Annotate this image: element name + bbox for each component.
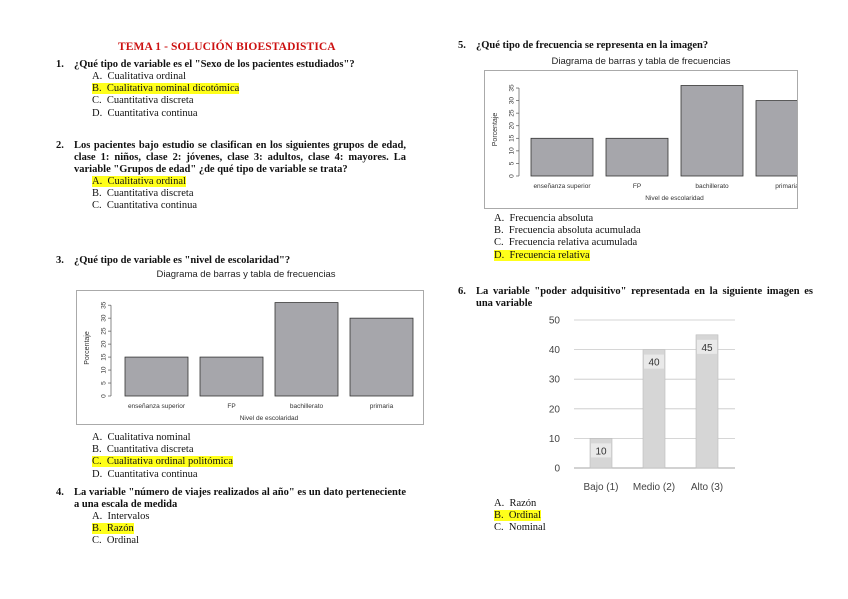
options-list xyxy=(494,498,658,535)
option-correct xyxy=(494,510,658,522)
option-letter: A. xyxy=(494,498,505,509)
option xyxy=(92,200,406,212)
question-4 xyxy=(56,487,406,548)
option-correct xyxy=(92,83,401,95)
question-6-options xyxy=(458,498,658,535)
option-letter: C. xyxy=(92,95,102,107)
option-letter: C. xyxy=(494,522,504,534)
option-text: Cuantitativa discreta xyxy=(106,444,194,456)
option-highlight xyxy=(92,535,139,546)
option-text: Nominal xyxy=(508,522,546,534)
option-letter: D. xyxy=(494,249,505,261)
option xyxy=(92,95,401,107)
option-highlight xyxy=(92,469,198,480)
option-highlight xyxy=(92,432,191,443)
chart-2 xyxy=(485,71,797,208)
question-1 xyxy=(56,59,401,120)
option-letter: B. xyxy=(92,523,102,535)
question-3 xyxy=(56,255,406,267)
option-text: Ordinal xyxy=(106,535,139,547)
question-number: 5. xyxy=(458,40,466,51)
x-tick-label: enseñanza superior xyxy=(127,403,186,410)
question-stem xyxy=(458,40,803,52)
option-highlight xyxy=(92,176,186,187)
x-tick-label: primaria xyxy=(369,403,394,410)
option-letter: C. xyxy=(494,237,504,249)
y-tick-label: 10 xyxy=(100,366,108,374)
options-list xyxy=(92,176,406,213)
chart-2-frame xyxy=(484,70,798,209)
option-letter: A. xyxy=(92,71,103,82)
option-highlight xyxy=(92,444,194,455)
bar xyxy=(200,357,263,396)
option-letter: A. xyxy=(494,213,505,224)
page-title: TEMA 1 - SOLUCIÓN BIOESTADISTICA xyxy=(118,41,336,53)
option-letter: A. xyxy=(92,511,103,522)
option-text: Cuantitativa continua xyxy=(107,468,198,480)
option-highlight xyxy=(494,510,541,521)
question-6 xyxy=(458,286,813,310)
option-correct xyxy=(92,176,406,188)
y-axis-label: Porcentaje xyxy=(492,112,499,147)
option-highlight xyxy=(92,456,233,467)
option-highlight xyxy=(92,200,197,211)
question-stem xyxy=(56,487,406,511)
option-letter: B. xyxy=(92,83,102,95)
y-tick-label: 35 xyxy=(508,84,516,92)
x-tick-label: bachillerato xyxy=(695,183,729,190)
option-highlight xyxy=(92,511,149,522)
option-text: Cuantitativa continua xyxy=(106,200,197,212)
x-tick-label: Medio (2) xyxy=(632,482,676,493)
option-highlight xyxy=(494,237,637,248)
question-5 xyxy=(458,40,803,52)
y-tick-label: 15 xyxy=(100,353,108,361)
option-letter: B. xyxy=(494,225,504,237)
option xyxy=(92,535,406,547)
question-text: ¿Qué tipo de variable es "nivel de escolaridad"? xyxy=(74,255,291,266)
x-tick-label: Bajo (1) xyxy=(583,482,619,493)
y-tick-label: 5 xyxy=(508,161,516,166)
bar xyxy=(681,86,743,176)
y-tick-label: 30 xyxy=(100,314,108,322)
option-letter: A. xyxy=(92,176,103,187)
question-text: ¿Qué tipo de frecuencia se representa en la imagen? xyxy=(476,40,709,51)
chart-2-title: Diagrama de barras y tabla de frecuencias xyxy=(551,56,731,67)
question-number: 6. xyxy=(458,286,466,297)
chart-3 xyxy=(530,310,750,495)
option-text: Razón xyxy=(106,523,134,535)
bar xyxy=(696,335,718,468)
y-axis-label: Porcentaje xyxy=(84,331,91,365)
x-tick-label: FP xyxy=(227,403,236,410)
options-list xyxy=(92,71,401,120)
y-tick-label: 40 xyxy=(548,345,560,357)
option xyxy=(92,188,406,200)
question-text: La variable "número de viajes realizados al año" es un dato perteneciente a una escala de medida xyxy=(74,487,406,510)
y-tick-label: 10 xyxy=(508,147,516,155)
y-tick-label: 30 xyxy=(508,96,516,105)
y-tick-label: 20 xyxy=(100,340,108,348)
y-tick-label: 25 xyxy=(100,327,108,335)
question-text: Los pacientes bajo estudio se clasifican en los siguientes grupos de edad, clase 1: niños, clase 2: jóvenes, clase 3: adultos, clase 4: mayores. La variable "Grupos de edad" ¿de qué tipo de variable se trata? xyxy=(74,140,406,175)
option-text: Ordinal xyxy=(508,510,541,522)
data-label: 10 xyxy=(595,446,607,458)
option-letter: B. xyxy=(92,188,102,200)
bar xyxy=(350,318,413,396)
option-correct xyxy=(92,456,406,468)
bar xyxy=(125,357,188,396)
question-3-options xyxy=(56,432,406,481)
option-text: Frecuencia absoluta acumulada xyxy=(508,225,641,237)
y-tick-label: 20 xyxy=(548,404,560,416)
option-text: Cuantitativa discreta xyxy=(106,188,194,200)
option-highlight xyxy=(92,523,134,534)
y-tick-label: 0 xyxy=(554,463,560,475)
y-tick-label: 50 xyxy=(548,315,560,327)
option xyxy=(92,71,401,83)
bar xyxy=(275,303,338,396)
question-text: ¿Qué tipo de variable es el "Sexo de los pacientes estudiados"? xyxy=(74,59,355,70)
option-highlight xyxy=(92,188,194,199)
option xyxy=(92,511,406,523)
option-highlight xyxy=(494,498,536,509)
question-stem xyxy=(458,286,813,310)
option-highlight xyxy=(92,108,198,119)
option-highlight xyxy=(494,225,641,236)
question-2 xyxy=(56,140,406,213)
option-letter: C. xyxy=(92,456,102,468)
option-text: Cualitativa nominal dicotómica xyxy=(106,83,240,95)
option-text: Frecuencia absoluta xyxy=(509,213,594,224)
option-highlight xyxy=(92,83,239,94)
bar xyxy=(756,101,797,176)
data-label: 45 xyxy=(701,342,713,354)
option xyxy=(92,469,406,481)
x-tick-label: Alto (3) xyxy=(690,482,724,493)
option-letter: B. xyxy=(92,444,102,456)
bar xyxy=(531,138,593,176)
chart-1-frame xyxy=(76,290,424,425)
option-letter: C. xyxy=(92,200,102,212)
option-letter: B. xyxy=(494,510,504,522)
question-5-options xyxy=(458,213,803,262)
option-text: Cuantitativa discreta xyxy=(106,95,194,107)
question-number: 1. xyxy=(56,59,64,70)
data-label: 40 xyxy=(648,357,660,369)
x-tick-label: bachillerato xyxy=(289,403,324,410)
question-text: La variable "poder adquisitivo" representada en la siguiente imagen es una variable xyxy=(476,286,813,309)
option xyxy=(92,108,401,120)
option-highlight xyxy=(494,213,593,224)
y-tick-label: 10 xyxy=(548,433,560,445)
option-letter: D. xyxy=(92,468,103,480)
x-axis-label: Nivel de escolaridad xyxy=(239,415,299,422)
options-list xyxy=(92,511,406,548)
option-text: Cualitativa ordinal xyxy=(107,176,186,187)
option-text: Razón xyxy=(509,498,537,509)
y-tick-label: 30 xyxy=(548,374,560,386)
option-text: Cualitativa ordinal politómica xyxy=(106,456,233,468)
y-tick-label: 5 xyxy=(100,381,108,385)
option xyxy=(494,522,658,534)
option-letter: D. xyxy=(92,107,103,119)
x-tick-label: FP xyxy=(632,183,642,190)
x-tick-label: primaria xyxy=(775,183,797,190)
question-number: 4. xyxy=(56,487,64,498)
option-text: Frecuencia relativa acumulada xyxy=(508,237,638,249)
option-letter: A. xyxy=(92,432,103,443)
option-highlight xyxy=(494,522,546,533)
option-letter: C. xyxy=(92,535,102,547)
option xyxy=(92,444,406,456)
y-tick-label: 20 xyxy=(508,122,516,130)
chart-1 xyxy=(77,291,423,424)
y-tick-label: 15 xyxy=(508,134,516,142)
y-tick-label: 0 xyxy=(100,394,108,398)
option-text: Cuantitativa continua xyxy=(107,107,198,119)
option-text: Cualitativa ordinal xyxy=(107,71,186,82)
option-text: Intervalos xyxy=(107,511,150,522)
option xyxy=(494,498,658,510)
question-number: 2. xyxy=(56,140,64,151)
y-tick-label: 0 xyxy=(508,174,516,178)
option xyxy=(494,225,803,237)
bar xyxy=(606,138,668,176)
chart-1-title: Diagrama de barras y tabla de frecuencias xyxy=(156,269,336,280)
question-stem xyxy=(56,140,406,176)
option-highlight xyxy=(494,250,590,261)
option-correct xyxy=(494,250,803,262)
option-correct xyxy=(92,523,406,535)
option-highlight xyxy=(92,95,194,106)
options-list xyxy=(494,213,803,262)
y-tick-label: 25 xyxy=(508,109,516,117)
x-tick-label: enseñanza superior xyxy=(533,183,591,190)
question-stem xyxy=(56,59,401,71)
x-axis-label: Nivel de escolaridad xyxy=(645,195,704,202)
option-highlight xyxy=(92,71,186,82)
question-number: 3. xyxy=(56,255,64,266)
option-text: Frecuencia relativa xyxy=(509,249,590,261)
option xyxy=(494,237,803,249)
y-tick-label: 35 xyxy=(100,301,108,309)
question-stem xyxy=(56,255,406,267)
options-list xyxy=(92,432,406,481)
option xyxy=(92,432,406,444)
option xyxy=(494,213,803,225)
option-text: Cualitativa nominal xyxy=(107,432,191,443)
